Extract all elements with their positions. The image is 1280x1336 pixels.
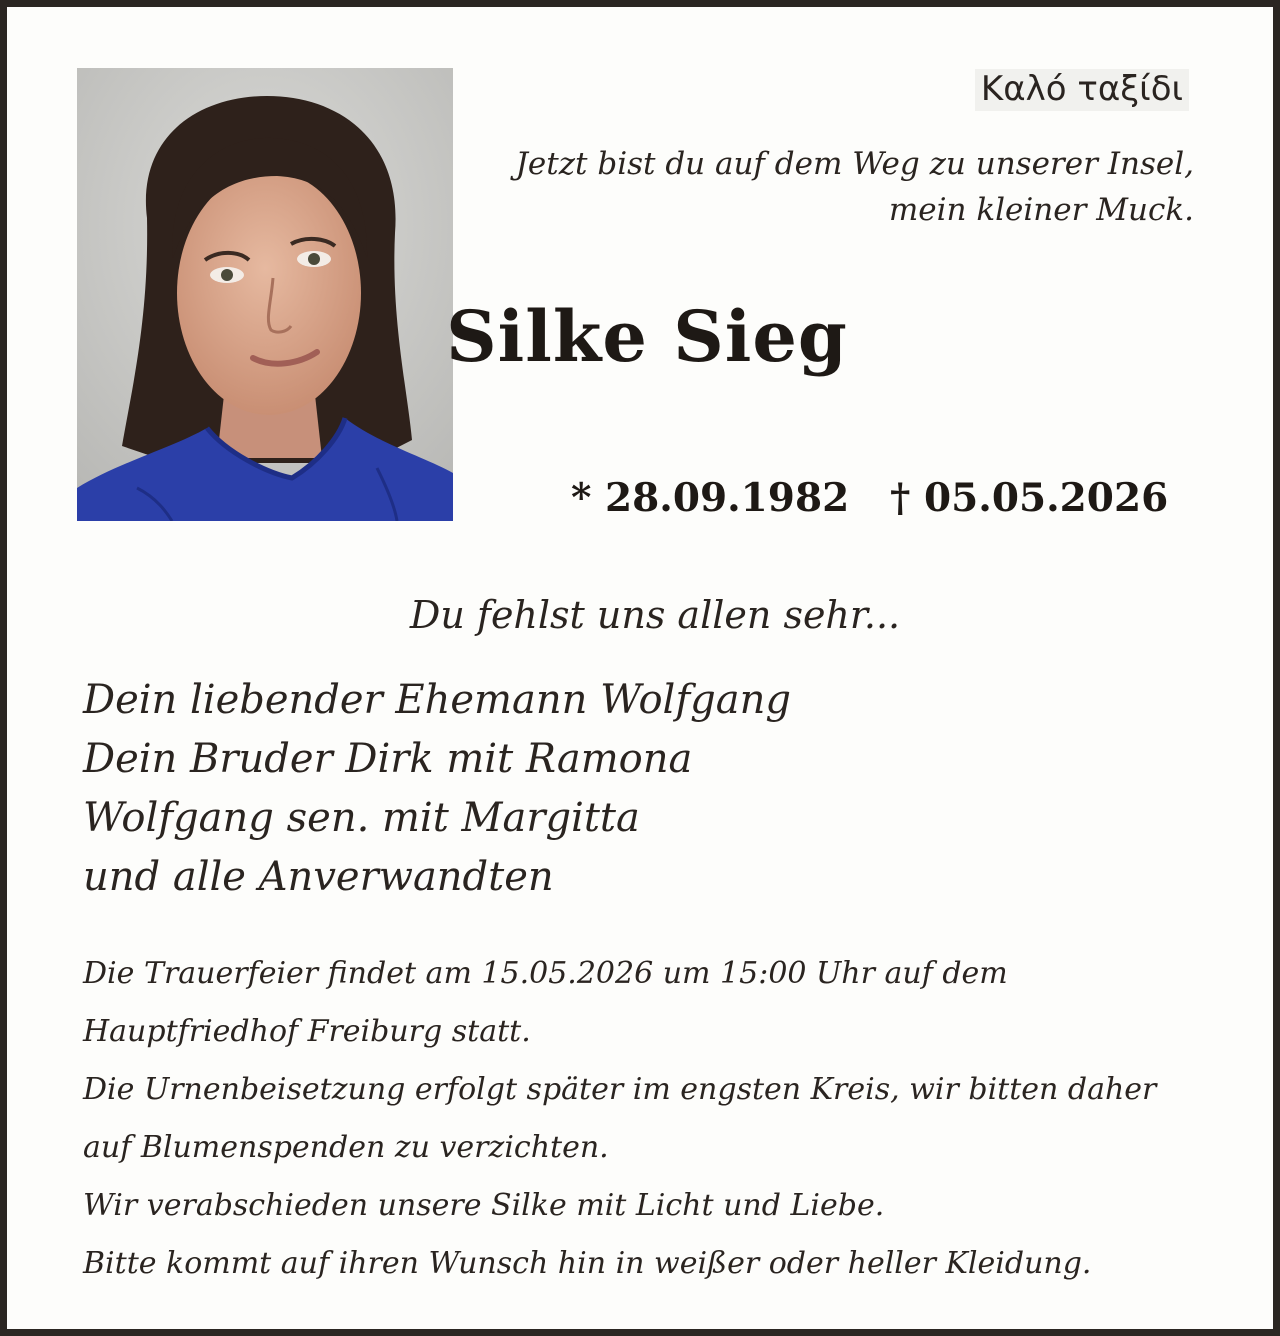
greek-farewell: Καλό ταξίδι [975, 69, 1189, 111]
info-line: Bitte kommt auf ihren Wunsch hin in weißer oder heller Kleidung. [83, 1246, 1092, 1281]
deceased-name: Silke Sieg [446, 295, 848, 378]
mourner-line: und alle Anverwandten [83, 854, 554, 900]
death-date: † 05.05.2026 [890, 475, 1169, 521]
mourner-line: Dein Bruder Dirk mit Ramona [83, 736, 693, 782]
mourner-line: Wolfgang sen. mit Margitta [83, 795, 640, 841]
info-line: auf Blumenspenden zu verzichten. [83, 1130, 609, 1165]
quote-line: Jetzt bist du auf dem Weg zu unserer Insel, [515, 146, 1194, 182]
info-line: Wir verabschieden unsere Silke mit Licht und Liebe. [83, 1188, 885, 1223]
mourners-list [83, 671, 791, 907]
quote-line: mein kleiner Muck. [888, 192, 1194, 228]
funeral-information [83, 945, 1156, 1293]
condolence-message: Du fehlst uns allen sehr... [409, 593, 901, 637]
birth-date: * 28.09.1982 [571, 475, 850, 521]
info-line: Die Urnenbeisetzung erfolgt später im engsten Kreis, wir bitten daher [83, 1072, 1157, 1107]
info-line: Die Trauerfeier findet am 15.05.2026 um 15:00 Uhr auf dem [83, 956, 1008, 991]
opening-quote [474, 141, 1194, 233]
info-line: Hauptfriedhof Freiburg statt. [83, 1014, 531, 1049]
mourner-line: Dein liebender Ehemann Wolfgang [83, 677, 791, 723]
